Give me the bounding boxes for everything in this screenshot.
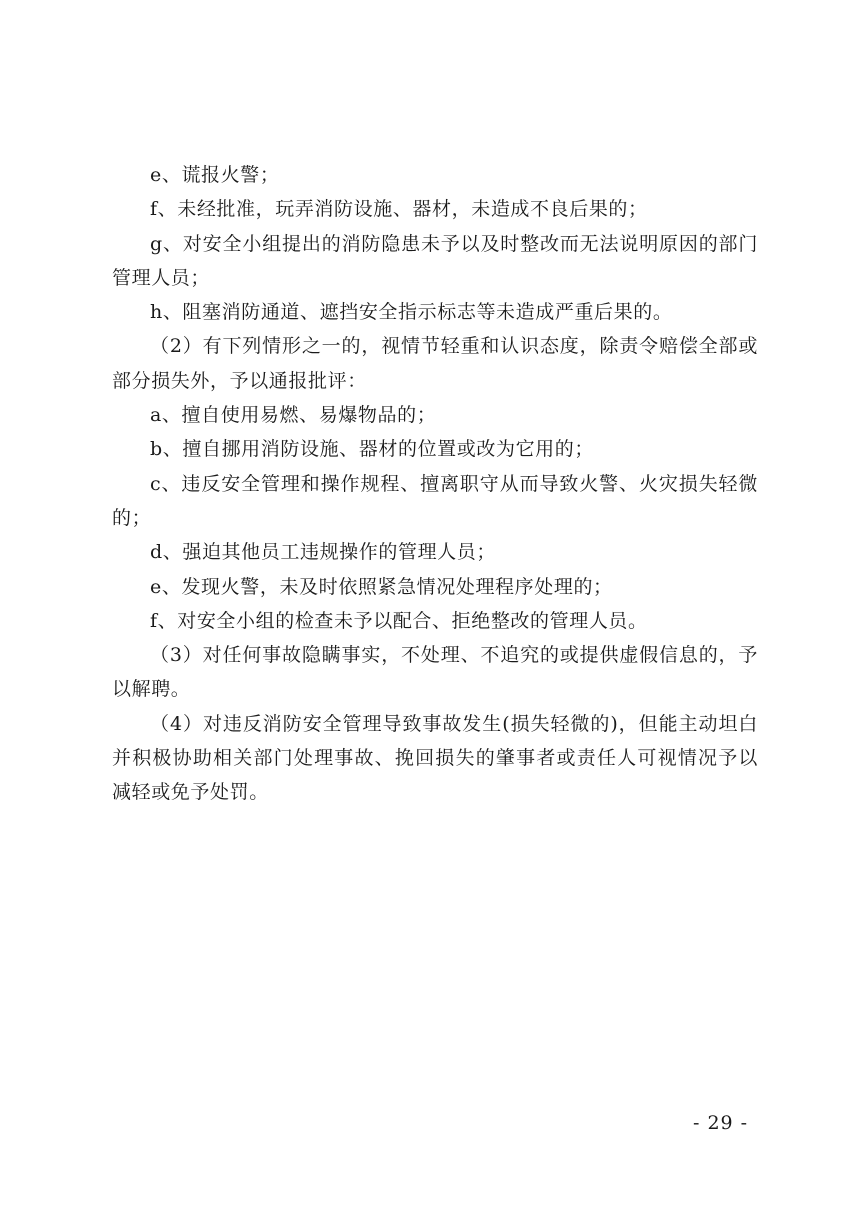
paragraph-clause-4: （4）对违反消防安全管理导致事故发生(损失轻微的)，但能主动坦白并积极协助相关部门处理事故、挽回损失的肇事者或责任人可视情况予以减轻或免予处罚。 (112, 712, 758, 804)
paragraph-item-a-flammables: a、擅自使用易燃、易爆物品的； (150, 404, 437, 427)
paragraph-clause-2: （2）有下列情形之一的，视情节轻重和认识态度，除责令赔偿全部或部分损失外，予以通报批评： (112, 335, 758, 392)
paragraph-item-e-alarm-response: e、发现火警，未及时依照紧急情况处理程序处理的； (150, 575, 613, 598)
paragraph-item-f-tampering: f、未经批准，玩弄消防设施、器材，未造成不良后果的； (150, 198, 648, 221)
paragraph-clause-3: （3）对任何事故隐瞒事实，不处理、不追究的或提供虚假信息的，予以解聘。 (112, 644, 758, 701)
paragraph-item-d-forcing-violations: d、强迫其他员工违规操作的管理人员； (150, 541, 496, 564)
page-number: - 29 - (693, 1112, 749, 1134)
document-body (112, 158, 758, 810)
paragraph-item-h-blocking-passage: h、阻塞消防通道、遮挡安全指示标志等未造成严重后果的。 (150, 301, 673, 324)
paragraph-item-f-non-cooperation: f、对安全小组的检查未予以配合、拒绝整改的管理人员。 (150, 609, 648, 632)
paragraph-item-b-misuse-equipment: b、擅自挪用消防设施、器材的位置或改为它用的； (150, 438, 594, 461)
paragraph-item-c-violations: c、违反安全管理和操作规程、擅离职守从而导致火警、火灾损失轻微的； (112, 472, 758, 529)
paragraph-item-g-hazard-rectification: g、对安全小组提出的消防隐患未予以及时整改而无法说明原因的部门管理人员； (112, 232, 758, 289)
paragraph-item-e-false-alarm: e、谎报火警； (150, 164, 280, 186)
